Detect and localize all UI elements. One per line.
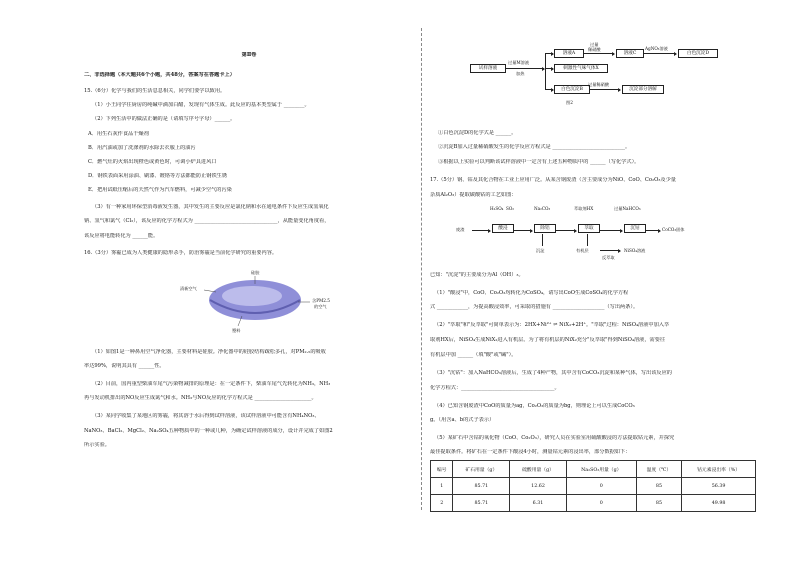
q16-tail: ②沉淀B加入过量稀硝酸发生的化学反应方程式是 ____________________________。 — [438, 144, 631, 150]
table-cell: 0 — [566, 495, 636, 512]
table-header: 矿石用量（g） — [453, 461, 510, 478]
q17-line: （4）已知含钢废渣中CoO的质量为ag，Co₂O₃的质量为bg，则理论上可以生成CoCO₃ — [434, 403, 635, 409]
figure-caption: 图2 — [566, 100, 573, 105]
q15-option: E．把用试纸压缩后的天然气作为汽车燃料，可减少空气的污染 — [88, 187, 232, 193]
box-precipitate-d: 白色沉淀D — [678, 49, 718, 58]
q15-option: D．钢铁表面采用涂油、刷漆、镀铬等方法都能防止钢铁生锈 — [88, 173, 228, 179]
box-partial-dissolve: 沉淀部分溶解 — [622, 85, 664, 94]
table-header: 编号 — [431, 461, 453, 478]
table-header: Na₂SO₃用量（g） — [566, 461, 636, 478]
q17-line: 17.（5分）钢、钴及其化合物在工业上应用广泛。从某含钢废渣（含主要成分为NiO、CoO、Co₂O₃及少量 — [430, 177, 676, 183]
q15-line: （3）有一种家用环保型消毒液发生器，其中发生的主要反应是氯化钠和水在通电条件下反应生成氢氧化 — [92, 204, 329, 210]
q15-option: C．燃气灶的火焰出现橙色或黄色时，可调小炉具进风口 — [88, 159, 217, 165]
label-heat: 加热 — [516, 71, 525, 76]
box-acid-leach: 酸浸 — [492, 224, 514, 233]
table-cell: 85.71 — [453, 495, 510, 512]
q17-line: 取剂HX后，NiSO₄生成NiX₂进入有机层。为了将有机层的NiX₂充分"反萃取"得到NiSO₄溶液，需要往 — [430, 337, 666, 343]
box-gas-x: 刺激性气味气体X — [554, 64, 608, 73]
q15-line: 该反应将电能转化为 ______能。 — [84, 233, 159, 239]
label-nahco3: 过量NaHCO₃ — [614, 206, 641, 211]
label-add-m: 过量M溶液 — [508, 60, 530, 65]
table-cell: 6.31 — [510, 495, 567, 512]
box-solution-c: 溶液C — [616, 49, 644, 58]
table-cell: 1 — [431, 478, 453, 495]
label-excess-acid: 过量稀硝酸 — [588, 82, 609, 87]
table-header: 硫酸用量（g） — [510, 461, 567, 478]
label-so2: SO₂ — [506, 206, 514, 211]
section-title: 第Ⅱ卷 — [241, 52, 257, 58]
q15-line: （1）小王同学往厨房的纯碱中滴加白醋，发现有气体生成。此反应的基本类型属于 ________。 — [92, 102, 310, 108]
process-flowchart — [450, 204, 750, 266]
q16-line: （1）如图1是一种鼻用空气净化器，主要材料是硅胶。净化器中的硅胶结构疏松多孔，对PM₂.₅的吸收 — [92, 349, 326, 355]
q15-option: B．用汽油或加了洗涤剂的水除去衣服上的油污 — [88, 145, 196, 151]
label-air: 的空气 — [314, 304, 327, 309]
box-sample: 试样溶液 — [470, 64, 506, 73]
box-precipitate-b: 白色沉淀B — [554, 85, 590, 94]
q15-line: 15.（6分）化学与我们的生活息息相关，同学们要学以致用。 — [84, 88, 226, 94]
label-extractant: 萃取剂HX — [574, 206, 594, 211]
label-sediment: 沉淀 — [536, 248, 545, 253]
table-row — [431, 495, 756, 512]
label-back-extract: 反萃取 — [602, 255, 615, 260]
label-organic: 有机层 — [576, 248, 589, 253]
q16-line: （2）目前，国内重型柴油车尾气污染物减排的原理是：在一定条件下，柴油车尾气先转化为NH₃，NH₃ — [92, 381, 331, 387]
column-divider — [421, 28, 422, 510]
box-extraction: 萃取 — [578, 224, 600, 233]
table-cell: 12.62 — [510, 478, 567, 495]
label-niso4: NiSO₄溶液 — [624, 248, 646, 253]
q16-tail: ③根据以上实验可以判断该试样溶液中一定含有上述五种物质中的 ______（写化学式）。 — [438, 159, 640, 165]
box-precipitate-co: 沉钴 — [624, 224, 646, 233]
q17-line: 化学方程式：____________________________________。 — [430, 385, 560, 391]
label-plastic: 塑料 — [232, 328, 241, 333]
table-cell: 85.71 — [453, 478, 510, 495]
table-cell: 85 — [636, 478, 681, 495]
leach-data-table — [430, 460, 756, 512]
label-excess: 过量 — [590, 42, 599, 47]
table-cell: 2 — [431, 495, 453, 512]
table-cell: 85 — [636, 495, 681, 512]
label-waste: 废渣 — [456, 227, 465, 232]
label-h2so4: H₂SO₄ — [490, 206, 504, 211]
table-header: 温度（℃） — [636, 461, 681, 478]
q17-line: （5）某矿石中含钴的氧化物（CoO、Co₂O₃），研究人员在实验室用硫酸酸浸的方法提取钴元素，并探究 — [434, 435, 675, 441]
q17-line: （3）"沉钴"：加入NaHCO₃溶液后，生成了4种产物，其中含有CoCO₃沉淀和某种气体，写出该反应的 — [434, 370, 672, 376]
section-heading: 二、非选择题（本大题共6个小题，共48分，答案写在答题卡上） — [84, 72, 235, 78]
label-pm25: 含PM2.5 — [312, 298, 330, 303]
q17-line: （1）"酸浸"中，CoO、Co₂O₃均转化为CoSO₄，请写出CoO生成CoSO₄的化学方程 — [434, 290, 629, 296]
q16-line: NaNO₃、BaCl₂、MgCl₂、Na₂SO₄五种物质中的一种或几种，为确定试样溶液的成分，设计并完成了如图2 — [84, 428, 333, 434]
arrow — [506, 68, 544, 69]
q17-line: 已知："沉淀"的主要成分为Al（OH）₃。 — [430, 272, 524, 278]
experiment-flowchart — [470, 40, 760, 110]
table-cell: 0 — [566, 478, 636, 495]
label-dilute-acid: 稀硝酸 — [588, 47, 601, 52]
box-remove-al: 除铝 — [534, 224, 556, 233]
table-cell: 56.39 — [682, 478, 756, 495]
table-cell: 49.98 — [682, 495, 756, 512]
label-clean-air: 清新空气 — [180, 286, 197, 291]
table-header: 钴元素浸出率（%） — [682, 461, 756, 478]
label-na2co3: Na₂CO₃ — [534, 206, 551, 211]
q15-line: （2）下列生活中的做法正确的是（请填写序号字母）______。 — [92, 116, 236, 122]
q16-line: 16.（3分）雾霾已成为人类健康的隐形杀手，防治雾霾是当前化学研究的重要内容。 — [84, 250, 278, 256]
q16-line: 率达99%，说明其具有 ______性。 — [84, 363, 165, 369]
q17-line: （2）"萃取"和"反萃取"可简单表示为：2HX+Ni²⁺ ⇌ NiX₂+2H⁺。"萃取"过程：NiSO₄溶液中加入萃 — [434, 322, 670, 328]
q17-line: g。（用含a、b的式子表示） — [430, 417, 495, 423]
q16-tail: ①白色沉淀D的化学式是 ______。 — [438, 130, 517, 136]
q15-option: A．用生石灰作食品干燥剂 — [88, 131, 149, 137]
table-header-row — [431, 461, 756, 478]
box-solution-a: 溶液A — [554, 49, 584, 58]
label-product: CoCO₃固体 — [662, 227, 685, 232]
q17-line: 最佳提取条件。将矿石在一定条件下酸浸4小时，测量钴元素的浸出率，部分数据如下： — [430, 449, 631, 455]
label-agno3: AgNO₃溶液 — [645, 46, 668, 51]
label-silica: 硅胶 — [251, 270, 260, 275]
q16-line: 所示实验。 — [84, 442, 110, 448]
q15-line: 钠、氢气和氯气（Cl₂），该反应的化学方程式为 ________________________________，从能量变化角度看， — [84, 218, 330, 224]
q17-line: 有机层中加 ______（填"酸"或"碱"）。 — [430, 352, 517, 358]
q16-line: 再与发动机排出的NO反应生成氮气和水。NH₃与NO反应的化学方程式是 ______________________。 — [84, 395, 317, 401]
mask-figure — [180, 270, 340, 340]
q16-line: （3）某同学收集了某地区的雾霾，将其溶于水后得到试样溶液，该试样溶液中可能含有NH₄NO₃、 — [92, 413, 320, 419]
q17-line: 杂质Al₂O₃）提取碳酸钴的工艺如图： — [430, 192, 517, 198]
table-row — [431, 478, 756, 495]
q17-line: 式 ____________，为提高酸浸效率，可采取的措施有 ____________________（写出两条）。 — [430, 304, 639, 310]
